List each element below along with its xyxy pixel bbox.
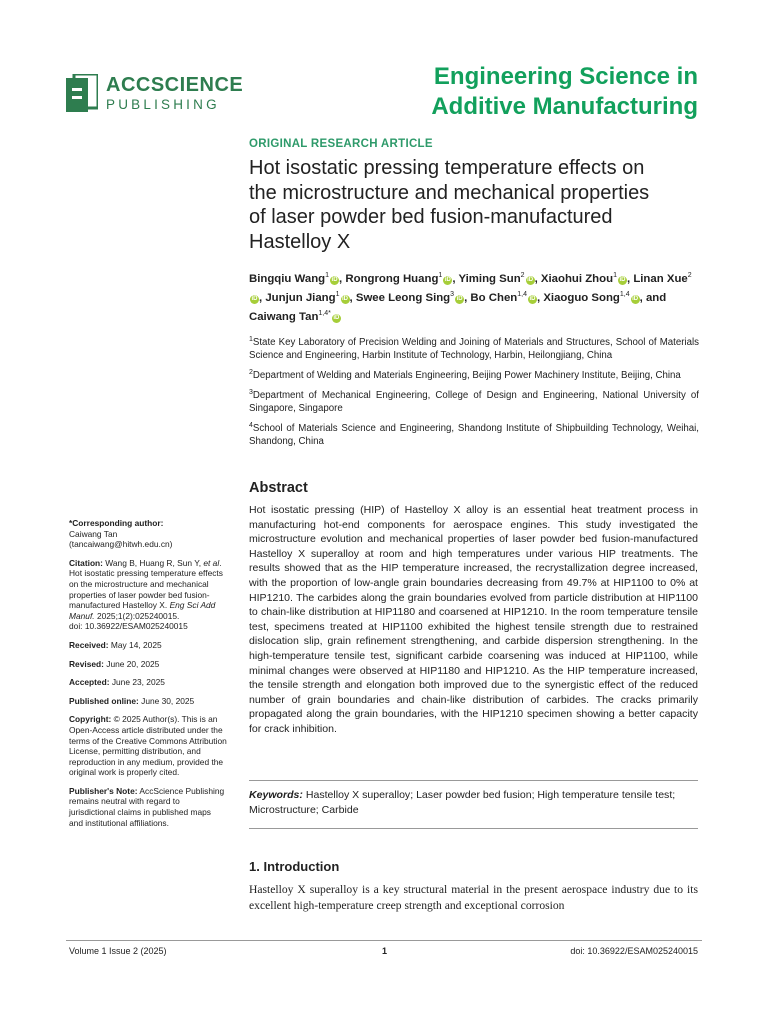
footer-volume: Volume 1 Issue 2 (2025): [69, 946, 167, 956]
author-name[interactable]: Yiming Sun$^2$iD: [458, 272, 534, 285]
author-name[interactable]: Caiwang Tan$^{1,4*}$iD: [249, 310, 340, 324]
author-affiliation-sup: 1,4*: [318, 310, 331, 318]
revised-date: Revised: June 20, 2025: [69, 658, 160, 669]
author-affiliation-sup: 2: [520, 272, 525, 279]
author-affiliation-sup: 3: [450, 291, 455, 299]
abstract-text: Hot isostatic pressing (HIP) of Hastelloy X alloy is an essential heat treatment process in manufacturing hot-end components for aerospace engines. This study investigated the microstructure evolution and mechanical properties of laser powder bed fusion-manufactured Hastelloy X superalloy at room and high temperatures under various HIP treatments. The results showed that as the HIP temperature increased, the recrystallization degree increased, with the proportion of low-angle grain boundaries decreasing from 49.7% at HIP1100 to 0% at HIP1210. The carbides along the grain boundaries evolved from particle distribution at HIP1100 to chain-like distribution at HIP1180 and coarsened at HIP1210. In the room temperature tensile test, specimens treated at HIP1100 exhibited the highest tensile strength due to restrained dislocation slip, grain refinement strengthening, and carbide dispersion strengthening. In the high-temperature tensile test, significant carbide coarsening was induced at HIP1100, while minimal changes were observed at HIP1180 and HIP1210. As the HIP temperature increased, the tensile strength and elongation both improved due to the synergistic effect of the reduced number of grain boundaries and chain-like distribution of carbides. The cracks primarily propagated along the grain boundaries, with the HIP1210 specimen showing a better capacity for crack inhibition.: [249, 504, 698, 735]
divider: [249, 780, 698, 781]
author-name[interactable]: Rongrong Huang$^1$iD: [345, 272, 451, 285]
introduction-text: Hastelloy X superalloy is a key structural material in the present aerospace industry due to its excellent high-temperature creep strength and exceptional corrosion: [249, 883, 698, 912]
published-date: Published online: June 30, 2025: [69, 695, 195, 706]
orcid-icon[interactable]: iD: [527, 276, 534, 283]
keywords-label: Keywords:: [249, 789, 303, 801]
title-line: Hot isostatic pressing temperature effects on: [249, 157, 645, 179]
orcid-icon[interactable]: iD: [632, 296, 639, 303]
publisher-logo-icon: [66, 74, 98, 114]
author-affiliation-sup: 1: [613, 272, 617, 279]
orcid-icon[interactable]: iD: [444, 276, 451, 283]
corresponding-author: *Corresponding author: Caiwang Tan (tancaiwang@hitwh.edu.cn): [69, 518, 173, 550]
article-info-sidebar: [69, 518, 227, 836]
copyright: Copyright: © 2025 Author(s). This is an Open-Access article distributed under the terms of the Creative Commons Attribution License, permitting distribution, and reproduction in any medium, provided the original work is properly cited.: [69, 714, 227, 778]
citation-doi[interactable]: doi: 10.36922/ESAM025240015: [69, 621, 188, 632]
author-affiliation-sup: 1: [438, 272, 443, 279]
affiliation: $^2$Department of Welding and Materials Engineering, Beijing Power Machinery Institute, Beijing, China: [249, 368, 681, 382]
affiliation: $^1$State Key Laboratory of Precision Welding and Joining of Materials and Structures, School of Materials Science and Engineering, Harbin Institute of Technology, Harbin, Heilongjiang, China: [249, 336, 699, 361]
author-name[interactable]: Xiaohui Zhou$^1$iD: [540, 272, 626, 285]
author-name[interactable]: Xiaoguo Song$^{1,4}$iD: [543, 291, 639, 305]
title-line: the microstructure and mechanical properties: [249, 181, 650, 204]
orcid-icon[interactable]: iD: [331, 276, 338, 283]
divider: [249, 828, 698, 829]
corresponding-email[interactable]: (tancaiwang@hitwh.edu.cn): [69, 539, 173, 550]
page-number: 1: [382, 946, 388, 956]
author-name[interactable]: Junjun Jiang$^1$iD: [265, 291, 348, 305]
affiliation: $^4$School of Materials Science and Engineering, Shandong Institute of Shipbuilding Technology, Weihai, Shandong, China: [249, 422, 699, 447]
orcid-icon[interactable]: iD: [456, 296, 463, 303]
accepted-date: Accepted: June 23, 2025: [69, 677, 165, 688]
orcid-icon[interactable]: iD: [619, 276, 626, 283]
author-affiliation-sup: 1,4: [517, 291, 527, 299]
logo-line-2: PUBLISHING: [106, 97, 220, 112]
orcid-icon[interactable]: iD: [333, 315, 340, 322]
keywords: [249, 788, 698, 818]
author-name[interactable]: Bo Chen$^{1,4}$iD: [470, 291, 536, 305]
journal-title-line-2: Additive Manufacturing: [431, 93, 698, 120]
keywords-text: Hastelloy X superalloy; Laser powder bed fusion; High temperature tensile test; Microstructure; Carbide: [249, 789, 676, 816]
publisher-logo: [66, 72, 244, 118]
footer-divider: [66, 940, 702, 941]
orcid-icon[interactable]: iD: [529, 296, 536, 303]
orcid-icon[interactable]: iD: [251, 296, 258, 303]
author-name[interactable]: Swee Leong Sing$^3$iD: [355, 291, 463, 305]
author-affiliation-sup: 1: [325, 272, 330, 279]
journal-title: [431, 62, 698, 122]
publisher-note: Publisher's Note: AccScience Publishing remains neutral with regard to jurisdictional claims in published maps and institutional affiliations.: [69, 785, 225, 828]
author-name[interactable]: Bingqiu Wang$^1$iD: [249, 272, 338, 285]
author-affiliation-sup: 1,4: [619, 291, 630, 299]
author-name[interactable]: Linan Xue$^2$iD: [251, 272, 692, 303]
abstract-heading: Abstract: [249, 480, 308, 496]
affiliations: [249, 334, 699, 453]
logo-line-1: ACCSCIENCE: [106, 74, 244, 96]
section-heading: 1. Introduction: [249, 859, 340, 874]
received-date: Received: May 14, 2025: [69, 639, 162, 650]
orcid-icon[interactable]: iD: [342, 296, 348, 303]
title-line: of laser powder bed fusion-manufactured: [249, 206, 613, 228]
author-affiliation-sup: 2: [687, 272, 692, 279]
footer-doi: doi: 10.36922/ESAM025240015: [570, 946, 698, 956]
author-list: Bingqiu Wang$^1$iD , Rongrong Huang$^1$iD , Yiming Sun$^2$iD , Xiaohui Zhou$^1$iD , Linan Xue$^2$iD , Junjun Jiang$^1$iD , Swee Leong Sing$^3$iD , Bo Chen$^{1,4}$iD , Xiaoguo Song$^{1,4}$iD , and Caiwang Tan$^{1,4*}$iD: [249, 272, 692, 324]
article-type-label: ORIGINAL RESEARCH ARTICLE: [249, 138, 433, 150]
author-affiliation-sup: 1: [335, 291, 340, 299]
article-title: [249, 156, 709, 254]
affiliation: $^3$Department of Mechanical Engineering, College of Design and Engineering, National University of Singapore, Singapore: [249, 389, 699, 415]
citation: Citation: Wang B, Huang R, Sun Y, et al. Hot isostatic pressing temperature effects on the microstructure and mechanical properties of laser powder bed fusion-manufactured Hastelloy X. Eng Sci Add Manuf. 2025;1(2):025240015. doi: 10.36922/ESAM025240015: [69, 557, 223, 632]
journal-title-line-1: Engineering Science in: [433, 63, 698, 90]
title-line: Hastelloy X: [249, 230, 351, 253]
author-conjunction: and: [645, 292, 667, 305]
